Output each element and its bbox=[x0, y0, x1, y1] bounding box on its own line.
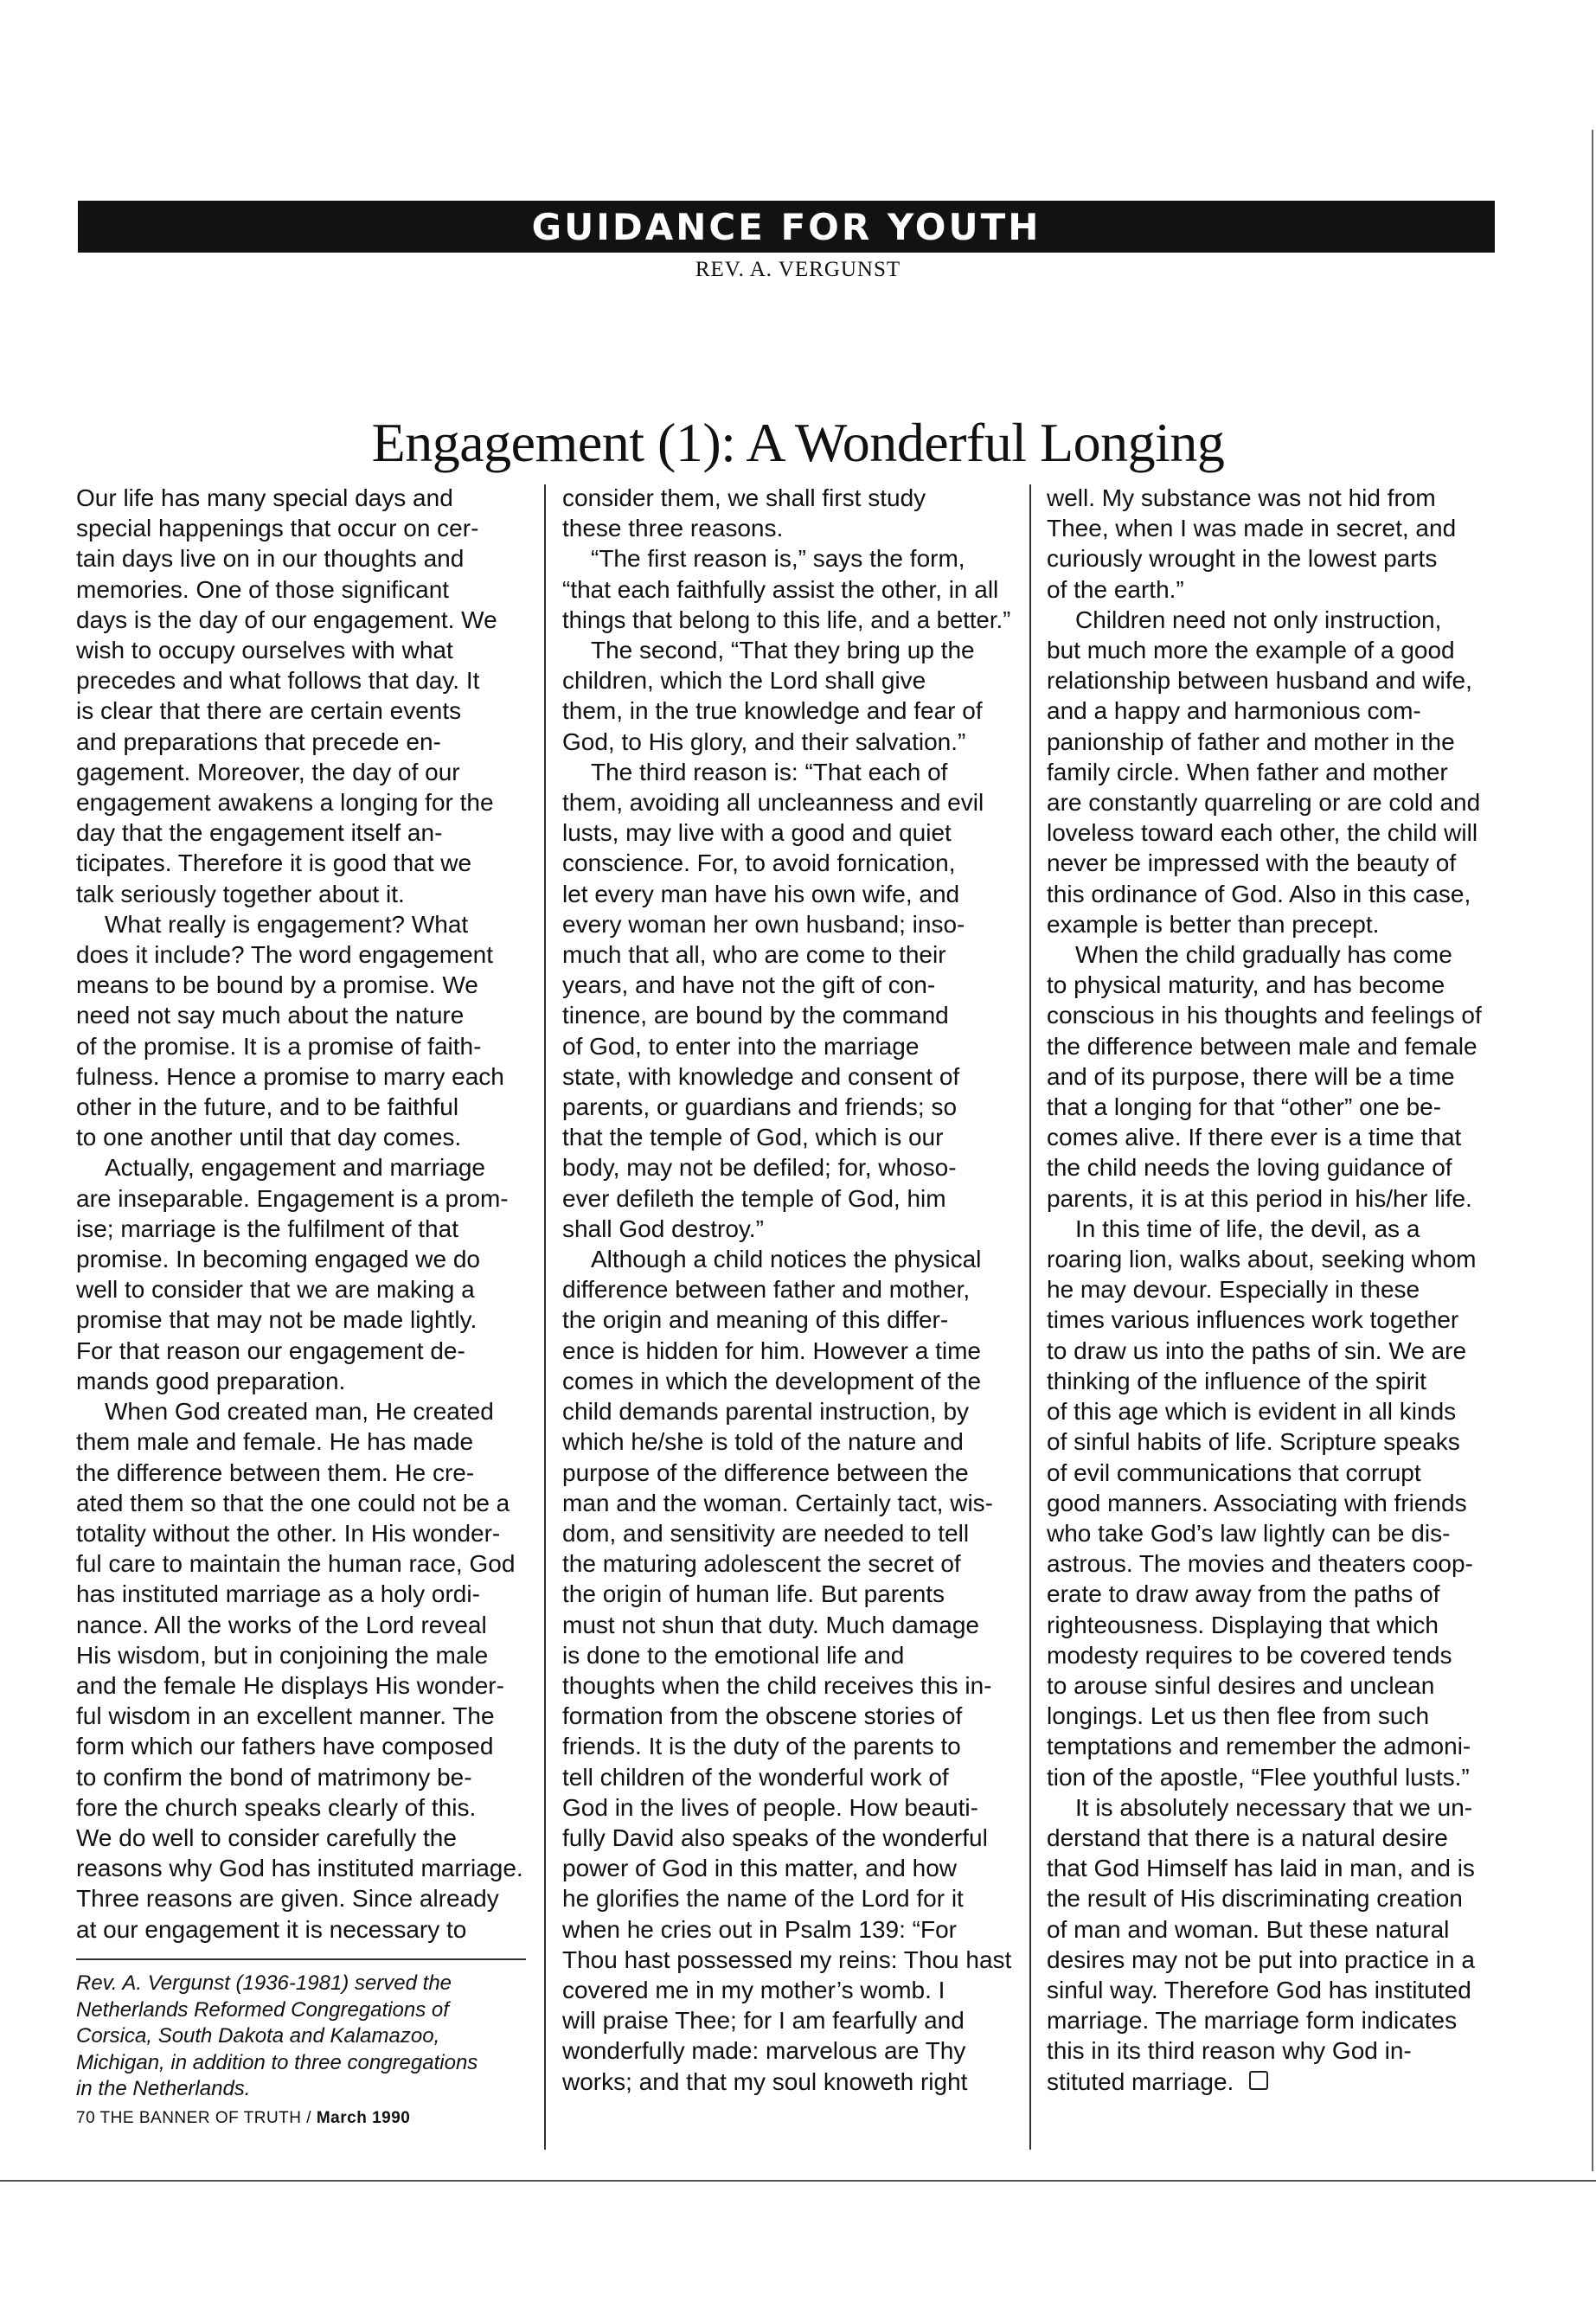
text-line: form which our fathers have composed bbox=[76, 1733, 494, 1760]
column-divider bbox=[544, 484, 546, 2150]
text-line: that God Himself has laid in man, and is bbox=[1047, 1855, 1475, 1882]
text-line: thinking of the influence of the spirit bbox=[1047, 1367, 1426, 1394]
text-line: are constantly quarreling or are cold and bbox=[1047, 789, 1481, 817]
text-line: promise. In becoming engaged we do bbox=[76, 1246, 480, 1273]
text-line: of sinful habits of life. Scripture speaks bbox=[1047, 1428, 1460, 1456]
article-column-3 bbox=[1047, 483, 1518, 2097]
text-line: desires may not be put into practice in a bbox=[1047, 1945, 1475, 1973]
text-line: this ordinance of God. Also in this case, bbox=[1047, 880, 1471, 907]
page-number: 70 bbox=[76, 2109, 96, 2127]
text-line: tion of the apostle, “Flee youthful lusts.” bbox=[1047, 1763, 1470, 1791]
text-line: to one another until that day comes. bbox=[76, 1124, 462, 1151]
text-line: totality without the other. In His wonder- bbox=[76, 1519, 501, 1547]
text-line: let every man have his own wife, and bbox=[562, 880, 960, 907]
text-line: that a longing for that “other” one be- bbox=[1047, 1093, 1442, 1121]
text-line: covered me in my mother’s womb. I bbox=[562, 1976, 945, 2003]
text-line: them, avoiding all uncleanness and evil bbox=[562, 789, 984, 817]
text-line: In this time of life, the devil, as a bbox=[1075, 1215, 1420, 1242]
article-title: Engagement (1): A Wonderful Longing bbox=[371, 412, 1225, 473]
text-line: ful wisdom in an excellent manner. The bbox=[76, 1702, 495, 1730]
text-line: family circle. When father and mother bbox=[1047, 758, 1448, 785]
text-line: who take God’s law lightly can be dis- bbox=[1047, 1519, 1451, 1547]
text-line: has instituted marriage as a holy ordi- bbox=[76, 1580, 480, 1608]
section-banner-text: GUIDANCE FOR YOUTH bbox=[531, 205, 1042, 248]
text-line: must not shun that duty. Much damage bbox=[562, 1611, 979, 1638]
text-line: ful care to maintain the human race, God bbox=[76, 1550, 516, 1578]
author-bio bbox=[76, 1971, 526, 2103]
text-line: stituted marriage. bbox=[1047, 2067, 1234, 2095]
text-line: every woman her own husband; inso- bbox=[562, 910, 965, 938]
text-line: purpose of the difference between the bbox=[562, 1458, 969, 1486]
text-line: conscience. For, to avoid fornication, bbox=[562, 849, 956, 877]
bio-line: Rev. A. Vergunst (1936-1981) served the bbox=[76, 1971, 452, 1995]
text-line: the difference between them. He cre- bbox=[76, 1458, 475, 1486]
text-line: ence is hidden for him. However a time bbox=[562, 1336, 981, 1364]
text-line: the origin and meaning of this differ- bbox=[562, 1306, 949, 1334]
text-line: things that belong to this life, and a better.” bbox=[562, 606, 1011, 633]
text-line: lusts, may live with a good and quiet bbox=[562, 819, 952, 847]
text-line: does it include? The word engagement bbox=[76, 941, 494, 969]
text-line: of God, to enter into the marriage bbox=[562, 1032, 920, 1060]
text-line: and a happy and harmonious com- bbox=[1047, 697, 1421, 725]
text-line: astrous. The movies and theaters coop- bbox=[1047, 1550, 1473, 1578]
text-line: When the child gradually has come bbox=[1075, 941, 1452, 969]
text-line: relationship between husband and wife, bbox=[1047, 667, 1472, 695]
text-line: promise that may not be made lightly. bbox=[76, 1306, 478, 1334]
text-line: marriage. The marriage form indicates bbox=[1047, 2007, 1458, 2035]
end-of-article-mark bbox=[1249, 2071, 1268, 2090]
text-line: man and the woman. Certainly tact, wis- bbox=[562, 1489, 993, 1516]
text-line: when he cries out in Psalm 139: “For bbox=[562, 1915, 957, 1943]
text-line: wish to occupy ourselves with what bbox=[76, 637, 453, 664]
text-line: thoughts when the child receives this in- bbox=[562, 1671, 992, 1699]
text-line: derstand that there is a natural desire bbox=[1047, 1823, 1448, 1851]
bio-line: Netherlands Reformed Congregations of bbox=[76, 1997, 449, 2022]
text-line: Children need not only instruction, bbox=[1075, 606, 1442, 633]
text-line: to draw us into the paths of sin. We are bbox=[1047, 1336, 1467, 1364]
text-line: God, to His glory, and their salvation.” bbox=[562, 727, 966, 755]
text-line: and of its purpose, there will be a time bbox=[1047, 1062, 1455, 1090]
text-line: the difference between male and female bbox=[1047, 1032, 1477, 1060]
text-line: dom, and sensitivity are needed to tell bbox=[562, 1519, 970, 1547]
issue-date: March 1990 bbox=[316, 2109, 411, 2127]
text-line: The second, “That they bring up the bbox=[591, 637, 975, 664]
bio-line: in the Netherlands. bbox=[76, 2077, 251, 2100]
text-line: years, and have not the gift of con- bbox=[562, 971, 936, 999]
text-line: nance. All the works of the Lord reveal bbox=[76, 1611, 487, 1638]
text-line: tinence, are bound by the command bbox=[562, 1002, 949, 1029]
text-line: and the female He displays His wonder- bbox=[76, 1671, 504, 1699]
text-line: What really is engagement? What bbox=[105, 910, 469, 938]
text-line: friends. It is the duty of the parents to bbox=[562, 1733, 961, 1760]
page-edge-bottom bbox=[0, 2180, 1596, 2182]
text-line: For that reason our engagement de- bbox=[76, 1336, 465, 1364]
text-line: ise; marriage is the fulfilment of that bbox=[76, 1215, 458, 1242]
text-line: It is absolutely necessary that we un- bbox=[1075, 1793, 1473, 1821]
page-footer bbox=[76, 2109, 410, 2128]
text-line: modesty requires to be covered tends bbox=[1047, 1641, 1452, 1669]
text-line: shall God destroy.” bbox=[562, 1215, 764, 1242]
text-line: them male and female. He has made bbox=[76, 1428, 474, 1456]
text-line: child demands parental instruction, by bbox=[562, 1398, 970, 1426]
text-line: of evil communications that corrupt bbox=[1047, 1458, 1421, 1486]
text-line: much that all, who are come to their bbox=[562, 941, 946, 969]
text-line: of this age which is evident in all kinds bbox=[1047, 1398, 1457, 1426]
bio-divider bbox=[76, 1958, 526, 1960]
text-line: well. My substance was not hid from bbox=[1047, 484, 1436, 511]
text-line: well to consider that we are making a bbox=[76, 1276, 475, 1304]
text-line: panionship of father and mother in the bbox=[1047, 727, 1455, 755]
text-line: state, with knowledge and consent of bbox=[562, 1062, 960, 1090]
text-line: loveless toward each other, the child will bbox=[1047, 819, 1478, 847]
text-line: gagement. Moreover, the day of our bbox=[76, 758, 460, 785]
text-line: His wisdom, but in conjoining the male bbox=[76, 1641, 489, 1669]
article-column-2 bbox=[562, 483, 1012, 2097]
text-line: other in the future, and to be faithful bbox=[76, 1093, 459, 1121]
text-line: Thee, when I was made in secret, and bbox=[1047, 515, 1457, 542]
text-line: parents, it is at this period in his/her life. bbox=[1047, 1184, 1472, 1212]
text-line: We do well to consider carefully the bbox=[76, 1823, 457, 1851]
text-line: wonderfully made: marvelous are Thy bbox=[562, 2037, 966, 2065]
text-line: tain days live on in our thoughts and bbox=[76, 545, 465, 573]
text-line: example is better than precept. bbox=[1047, 910, 1380, 938]
text-line: erate to draw away from the paths of bbox=[1047, 1580, 1440, 1608]
text-line: times various influences work together bbox=[1047, 1306, 1459, 1334]
text-line: formation from the obscene stories of bbox=[562, 1702, 963, 1730]
text-line: days is the day of our engagement. We bbox=[76, 606, 497, 633]
text-line: of man and woman. But these natural bbox=[1047, 1915, 1450, 1943]
text-line: to confirm the bond of matrimony be- bbox=[76, 1763, 472, 1791]
text-line: ticipates. Therefore it is good that we bbox=[76, 849, 472, 877]
text-line: and preparations that precede en- bbox=[76, 727, 441, 755]
text-line: conscious in his thoughts and feelings of bbox=[1047, 1002, 1482, 1029]
text-line: comes in which the development of the bbox=[562, 1367, 982, 1394]
text-line: good manners. Associating with friends bbox=[1047, 1489, 1467, 1516]
text-line: he glorifies the name of the Lord for it bbox=[562, 1885, 964, 1913]
text-line: righteousness. Displaying that which bbox=[1047, 1611, 1439, 1638]
text-line: this in its third reason why God in- bbox=[1047, 2037, 1412, 2065]
text-line: day that the engagement itself an- bbox=[76, 819, 443, 847]
text-line: fulness. Hence a promise to marry each bbox=[76, 1062, 504, 1090]
text-line: to physical maturity, and has become bbox=[1047, 971, 1445, 999]
text-line: “The first reason is,” says the form, bbox=[591, 545, 965, 573]
text-line: When God created man, He created bbox=[105, 1398, 494, 1426]
text-line: ated them so that the one could not be a bbox=[76, 1489, 510, 1516]
text-line: engagement awakens a longing for the bbox=[76, 789, 494, 817]
text-line: that the temple of God, which is our bbox=[562, 1124, 944, 1151]
text-line: children, which the Lord shall give bbox=[562, 667, 926, 695]
text-line: is done to the emotional life and bbox=[562, 1641, 905, 1669]
text-line: roaring lion, walks about, seeking whom bbox=[1047, 1246, 1477, 1273]
text-line: fore the church speaks clearly of this. bbox=[76, 1793, 477, 1821]
text-line: but much more the example of a good bbox=[1047, 637, 1455, 664]
text-line: consider them, we shall first study bbox=[562, 484, 926, 511]
text-line: at our engagement it is necessary to bbox=[76, 1915, 467, 1943]
text-line: need not say much about the nature bbox=[76, 1002, 465, 1029]
text-line: Thou hast possessed my reins: Thou hast bbox=[562, 1945, 1012, 1973]
text-line: fully David also speaks of the wonderful bbox=[562, 1823, 988, 1851]
text-line: never be impressed with the beauty of bbox=[1047, 849, 1457, 877]
text-line: of the earth.” bbox=[1047, 575, 1184, 603]
text-line: the origin of human life. But parents bbox=[562, 1580, 945, 1608]
bio-line: Michigan, in addition to three congregations bbox=[76, 2050, 478, 2074]
column-divider bbox=[1029, 484, 1031, 2150]
text-line: special happenings that occur on cer- bbox=[76, 515, 479, 542]
text-line: reasons why God has instituted marriage. bbox=[76, 1855, 523, 1882]
text-line: longings. Let us then flee from such bbox=[1047, 1702, 1430, 1730]
bio-line: Corsica, South Dakota and Kalamazoo, bbox=[76, 2024, 440, 2048]
text-line: difference between father and mother, bbox=[562, 1276, 971, 1304]
text-line: “that each faithfully assist the other, in all bbox=[562, 575, 999, 603]
text-line: tell children of the wonderful work of bbox=[562, 1763, 949, 1791]
text-line: parents, or guardians and friends; so bbox=[562, 1093, 958, 1121]
text-line: The third reason is: “That each of bbox=[591, 758, 948, 785]
text-line: the child needs the loving guidance of bbox=[1047, 1154, 1452, 1182]
text-line: is clear that there are certain events bbox=[76, 697, 462, 725]
text-line: the result of His discriminating creation bbox=[1047, 1885, 1463, 1913]
text-line: which he/she is told of the nature and bbox=[562, 1428, 964, 1456]
text-line: comes alive. If there ever is a time that bbox=[1047, 1124, 1462, 1151]
text-line: God in the lives of people. How beauti- bbox=[562, 1793, 978, 1821]
text-line: ever defileth the temple of God, him bbox=[562, 1184, 946, 1212]
text-line: are inseparable. Engagement is a prom- bbox=[76, 1184, 509, 1212]
text-line: he may devour. Especially in these bbox=[1047, 1276, 1420, 1304]
section-banner bbox=[78, 201, 1495, 253]
text-line: power of God in this matter, and how bbox=[562, 1855, 958, 1882]
text-line: means to be bound by a promise. We bbox=[76, 971, 478, 999]
text-line: precedes and what follows that day. It bbox=[76, 667, 480, 695]
text-line: sinful way. Therefore God has instituted bbox=[1047, 1976, 1471, 2003]
text-line: of the promise. It is a promise of faith- bbox=[76, 1032, 482, 1060]
text-line: Three reasons are given. Since already bbox=[76, 1885, 499, 1913]
text-line: Although a child notices the physical bbox=[591, 1246, 982, 1273]
author-byline: REV. A. VERGUNST bbox=[695, 258, 901, 281]
publication-name: THE BANNER OF TRUTH / bbox=[99, 2109, 312, 2127]
text-line: will praise Thee; for I am fearfully and bbox=[562, 2007, 965, 2035]
text-line: to arouse sinful desires and unclean bbox=[1047, 1671, 1435, 1699]
text-line: these three reasons. bbox=[562, 515, 784, 542]
text-line: memories. One of those significant bbox=[76, 575, 450, 603]
text-line: curiously wrought in the lowest parts bbox=[1047, 545, 1438, 573]
text-line: body, may not be defiled; for, whoso- bbox=[562, 1154, 957, 1182]
text-line: temptations and remember the admoni- bbox=[1047, 1733, 1471, 1760]
text-line: works; and that my soul knoweth right bbox=[562, 2067, 968, 2095]
text-line: the maturing adolescent the secret of bbox=[562, 1550, 961, 1578]
text-line: Our life has many special days and bbox=[76, 484, 453, 511]
text-line: talk seriously together about it. bbox=[76, 880, 405, 907]
text-line: mands good preparation. bbox=[76, 1367, 346, 1394]
text-line: them, in the true knowledge and fear of bbox=[562, 697, 983, 725]
text-line: Actually, engagement and marriage bbox=[105, 1154, 485, 1182]
article-column-1 bbox=[76, 483, 526, 1945]
